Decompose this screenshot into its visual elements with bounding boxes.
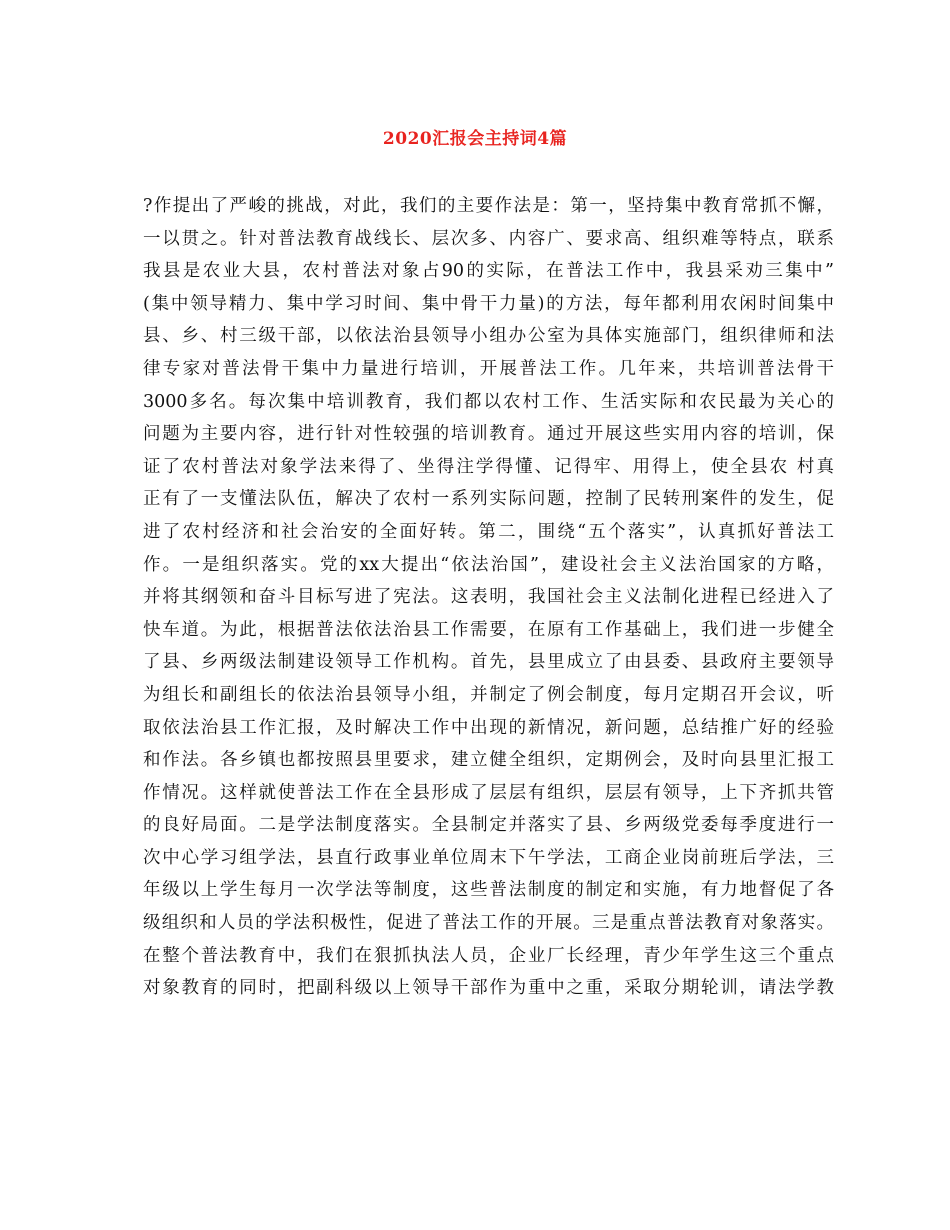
- body-line: 问题为主要内容，进行针对性较强的培训教育。通过开展这些实用内容的培训，保: [143, 424, 834, 445]
- body-line: 的良好局面。二是学法制度落实。全县制定并落实了县、乡两级党委每季度进行一: [143, 815, 834, 836]
- body-line: 在整个普法教育中，我们在狠抓执法人员，企业厂长经理，青少年学生这三个重点: [143, 945, 834, 966]
- body-line: (集中领导精力、集中学习时间、集中骨干力量)的方法，每年都利用农闲时间集中: [143, 293, 834, 314]
- body-line: 为组长和副组长的依法治县领导小组，并制定了例会制度，每月定期召开会议，听: [143, 684, 834, 705]
- body-line: 快车道。为此，根据普法依法治县工作需要，在原有工作基础上，我们进一步健全: [143, 619, 834, 640]
- body-line: 级组织和人员的学法积极性，促进了普法工作的开展。三是重点普法教育对象落实。: [143, 913, 834, 934]
- body-line: 对象教育的同时，把副科级以上领导干部作为重中之重，采取分期轮训，请法学教: [143, 978, 834, 999]
- document-body: [143, 190, 843, 1005]
- body-line: 律专家对普法骨干集中力量进行培训，开展普法工作。几年来，共培训普法骨干: [143, 358, 834, 379]
- body-line: 正有了一支懂法队伍，解决了农村一系列实际问题，控制了民转刑案件的发生，促: [143, 489, 834, 510]
- body-line: 取依法治县工作汇报，及时解决工作中出现的新情况，新问题，总结推广好的经验: [143, 717, 834, 738]
- body-line: 和作法。各乡镇也都按照县里要求，建立健全组织，定期例会，及时向县里汇报工: [143, 750, 834, 771]
- body-line: 年级以上学生每月一次学法等制度，这些普法制度的制定和实施，有力地督促了各: [143, 880, 834, 901]
- body-line: 进了农村经济和社会治安的全面好转。第二，围绕“五个落实”，认真抓好普法工: [143, 521, 834, 542]
- body-line: 证了农村普法对象学法来得了、坐得注学得懂、记得牢、用得上，使全县农 村真: [143, 456, 834, 477]
- body-line: 并将其纲领和奋斗目标写进了宪法。这表明，我国社会主义法制化进程已经进入了: [143, 587, 834, 608]
- body-line: 县、乡、村三级干部，以依法治县领导小组办公室为具体实施部门，组织律师和法: [143, 326, 834, 347]
- body-line: 一以贯之。针对普法教育战线长、层次多、内容广、要求高、组织难等特点，联系: [143, 228, 834, 249]
- body-line: ?作提出了严峻的挑战，对此，我们的主要作法是：第一，坚持集中教育常抓不懈，: [143, 196, 834, 216]
- body-line: 作。一是组织落实。党的xx大提出“依法治国”，建设社会主义法治国家的方略，: [143, 554, 834, 575]
- document-title: 2020汇报会主持词4篇: [382, 129, 568, 149]
- body-line: 我县是农业大县，农村普法对象占90的实际，在普法工作中，我县采劝三集中”: [143, 261, 834, 282]
- body-line: 了县、乡两级法制建设领导工作机构。首先，县里成立了由县委、县政府主要领导: [143, 652, 834, 673]
- body-line: 3000多名。每次集中培训教育，我们都以农村工作、生活实际和农民最为关心的: [143, 391, 834, 412]
- body-line: 作情况。这样就使普法工作在全县形成了层层有组织，层层有领导，上下齐抓共管: [143, 782, 834, 803]
- body-line: 次中心学习组学法，县直行政事业单位周末下午学法，工商企业岗前班后学法，三: [143, 847, 834, 868]
